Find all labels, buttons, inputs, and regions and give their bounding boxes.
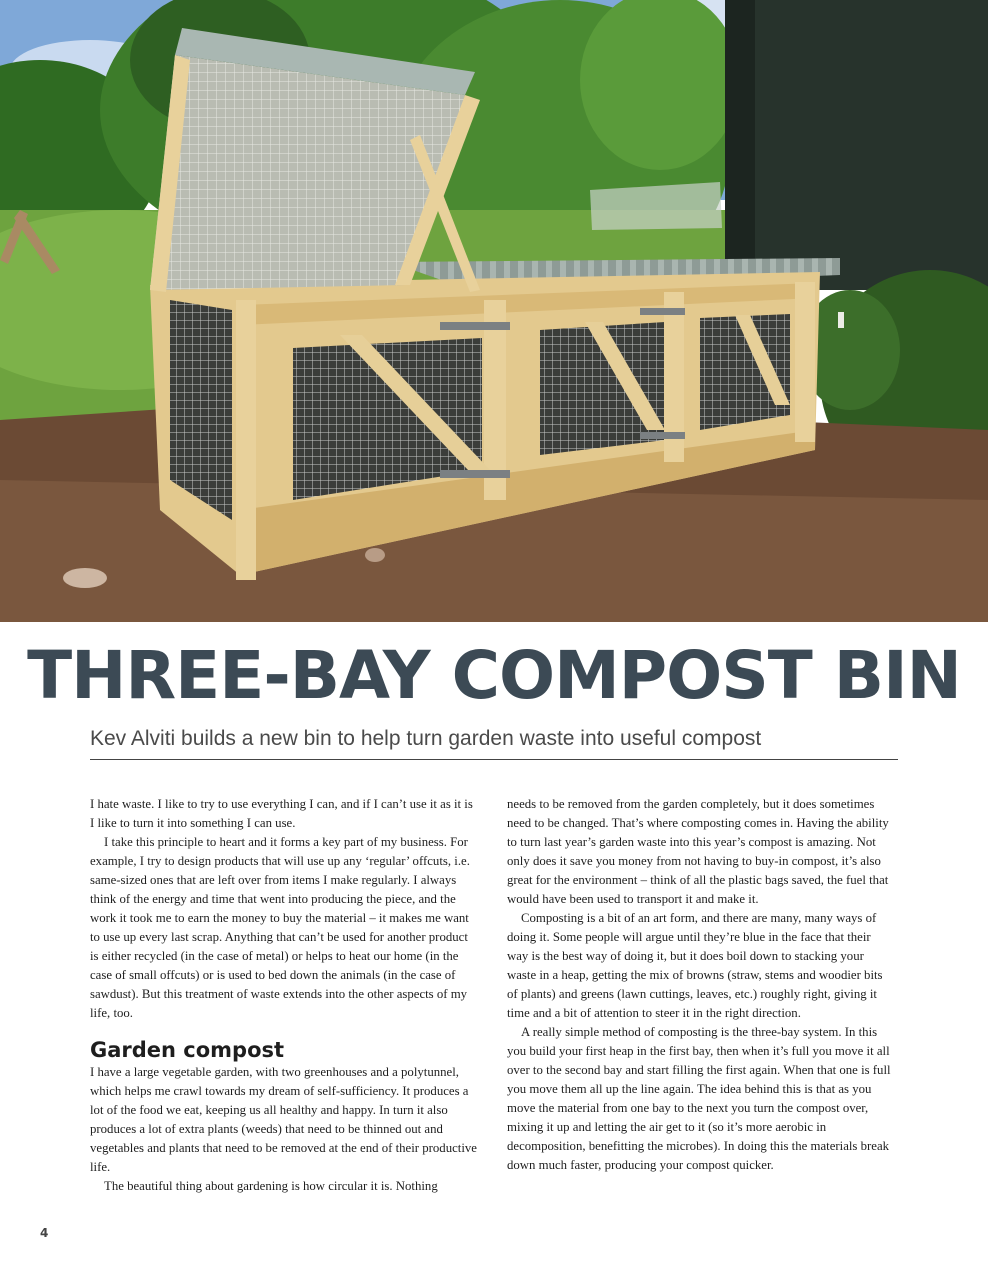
body-paragraph: A really simple method of composting is the three-bay system. In this you build your first heap in the first bay, then when it’s full you move it all over to the second bay and start filling the first again. When that one is full you move them all up the line again. The idea behind this is that as you move the material from one bay to the next you turn the compost over, mixing it up and letting the air get to it (so it’s more aerobic in decomposition, benefitting the microbes). In doing this the materials break down much faster, producing your compost quicker. [507,1025,891,1172]
left-column [90,795,478,1196]
body-paragraph: I hate waste. I like to try to use everything I can, and if I can’t use it as it is I like to turn it into something I can use. [90,797,473,830]
right-column [507,795,895,1175]
body-paragraph: The beautiful thing about gardening is how circular it is. Nothing [104,1179,438,1193]
body-paragraph: needs to be removed from the garden completely, but it does sometimes need to be changed. That’s where composting comes in. Having the ability to turn last year’s garden waste into this year’s compost is amazing. Not only does it save you money from not having to buy-in compost, it’s also great for the environment – think of all the plastic bags saved, the fuel that would have been used to transport it and make it. [507,797,889,906]
page-number: 4 [40,1226,49,1240]
section-heading: Garden compost [90,1038,285,1062]
article-title: THREE-BAY COMPOST BIN [27,637,961,714]
body-paragraph: I take this principle to heart and it forms a key part of my business. For example, I try to design products that will use up any ‘regular’ offcuts, i.e. same-sized ones that are left over from items I make regularly. I always think of the energy and time that went into producing the piece, and the work it took me to earn the money to buy the material – it makes me want to use up every last scrap. Anything that can’t be used for another product is either recycled (in the case of metal) or helps to heat our home (in the case of small offcuts) or is used to bed down the animals (in the case of sawdust). But this treatment of waste extends into the other aspects of my life, too. [90,835,470,1020]
standfirst: Kev Alviti builds a new bin to help turn garden waste into useful compost [90,727,762,750]
body-paragraph: I have a large vegetable garden, with two greenhouses and a polytunnel, which helps me crawl towards my dream of self-sufficiency. It produces a lot of the food we eat, keeping us all healthy and happy. In turn it also produces a lot of extra plants (weeds) that need to be thinned out and vegetables and plants that need to be removed at the end of their productive life. [90,1065,477,1174]
compost-bin-photo [0,0,988,622]
body-paragraph: Composting is a bit of an art form, and there are many, many ways of doing it. Some people will argue until they’re blue in the face that their way is the best way of doing it, but it does boil down to stacking your waste in a heap, getting the mix of browns (straw, stems and woodier bits of plants) and greens (lawn cuttings, leaves, etc.) roughly right, giving it time and a bit of attention to steer it in the right direction. [507,911,883,1020]
divider [90,759,898,760]
